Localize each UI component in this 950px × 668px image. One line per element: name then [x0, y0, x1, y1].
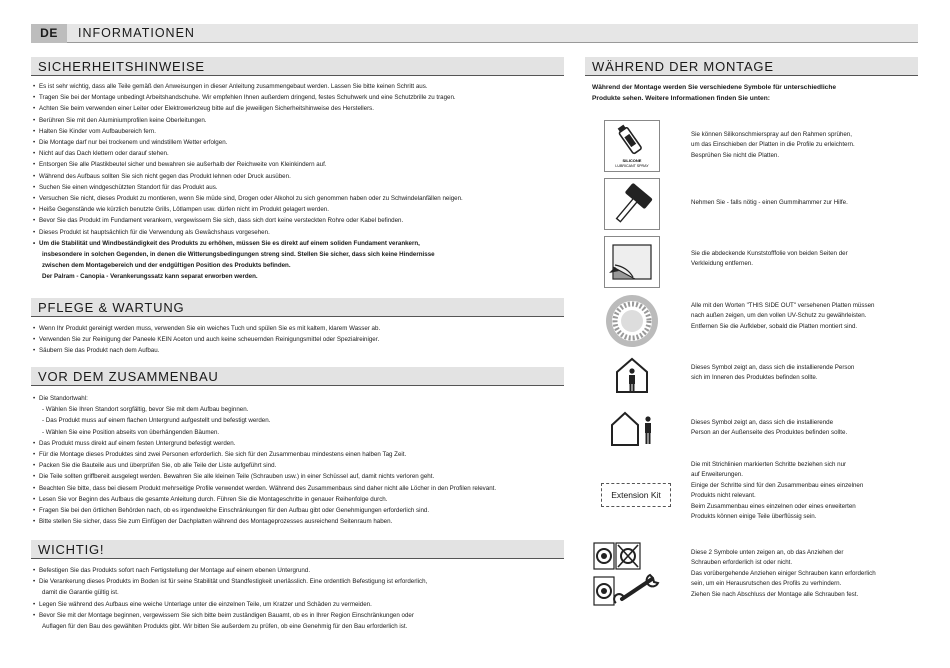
list-item: • Packen Sie die Bauteile aus und überprüfen Sie, ob alle Teile der Liste aufgeführt sind. — [33, 460, 496, 471]
symbol-description — [691, 198, 926, 208]
extension-kit-label: Extension Kit — [601, 483, 671, 507]
symbol-row — [592, 540, 922, 610]
anchoring-warning-line: zwischen dem Montagebereich und der endgültigen Position des Produkts befinden. — [42, 262, 291, 270]
list-item: • Berühren Sie mit den Aluminiumprofilen keine Oberleitungen. — [33, 115, 463, 126]
section-title-during-assembly: WÄHREND DER MONTAGE — [585, 57, 918, 76]
text-line: sein, um ein Herausrutschen des Profils zu verhindern. — [691, 580, 842, 588]
list-item-continuation: Auflagen für den Bau des gewählten Produkts gibt. Wir bitten Sie außerdem zu prüfen, ob eine Genehmig für den Bau erforderlich ist. — [42, 623, 408, 631]
svg-text:SILICONE: SILICONE — [622, 158, 642, 163]
list-item: • Wenn Ihr Produkt gereinigt werden muss, verwenden Sie ein weiches Tuch und spülen Sie es mit kaltem, klarem Wasser ab. — [33, 323, 380, 334]
list-item: • Nicht auf das Dach klettern oder darauf stehen. — [33, 148, 463, 159]
symbol-row — [592, 293, 922, 348]
list-item: • Bitte stellen Sie sicher, dass Sie zum Einfügen der Dachplatten während des Montageprozesses ausreichend Seitenraum haben. — [33, 516, 496, 527]
list-item: • Die Standortwahl: — [33, 393, 496, 404]
symbol-description — [691, 548, 926, 600]
section-title-safety: SICHERHEITSHINWEISE — [31, 57, 564, 76]
sub-item: - Wählen Sie Ihren Standort sorgfältig, bevor Sie mit dem Aufbau beginnen. — [42, 406, 249, 414]
screw-tighten-icon — [592, 540, 688, 610]
text-line: Alle mit den Worten "THIS SIDE OUT" versehenen Platten müssen — [691, 302, 875, 309]
list-item: • Das Produkt muss direkt auf einem festen Untergrund befestigt werden. — [33, 438, 496, 449]
text-line: Besprühen Sie nicht die Platten. — [691, 151, 780, 159]
section-title-before-assembly: VOR DEM ZUSAMMENBAU — [31, 367, 564, 386]
care-list — [33, 323, 380, 357]
symbol-description — [691, 249, 926, 270]
list-item: • Dieses Produkt ist hauptsächlich für die Verwendung als Gewächshaus vorgesehen. — [33, 227, 463, 238]
intro-line: Während der Montage werden Sie verschiedene Symbole für unterschiedliche — [592, 84, 837, 91]
list-item: • Lesen Sie vor Beginn des Aufbaus die gesamte Anleitung durch. Führen Sie die Montageschritte in genauer Reihenfolge durch. — [33, 494, 496, 505]
list-item: • Entsorgen Sie alle Plastikbeutel sicher und bewahren sie außerhalb der Reichweite von Kleinkindern auf. — [33, 159, 463, 170]
text-line: Produkts nicht relevant. — [691, 492, 756, 500]
page-title: INFORMATIONEN — [78, 26, 195, 40]
text-line: Sie die abdeckende Kunststofffolie von beiden Seiten der — [691, 250, 848, 257]
list-item: • Die Verankerung dieses Produkts im Boden ist für seine Stabilität und Standfestigkeit unerlässlich. Eine ordentlich Befestigung ist erforderlich, — [33, 576, 427, 587]
list-item: • Für die Montage dieses Produktes sind zwei Personen erforderlich. Sie sich für den Zusammenbau mindestens einen halben Tag Zeit. — [33, 449, 496, 460]
list-item: • Säubern Sie das Produkt nach dem Aufbau. — [33, 345, 380, 356]
silicone-spray-icon — [604, 120, 660, 172]
text-line: sich im Inneren des Produktes befinden sollte. — [691, 374, 818, 382]
symbol-description — [691, 460, 926, 522]
list-item: • Halten Sie Kinder vom Aufbaubereich fern. — [33, 126, 463, 137]
peel-film-icon — [604, 236, 660, 288]
list-item: • Bevor Sie das Produkt im Fundament verankern, vergewissern Sie sich, dass sich dort keine versteckten Rohre oder Kabel befinden. — [33, 215, 463, 226]
list-item-continuation: damit die Garantie gültig ist. — [42, 589, 119, 597]
important-list — [33, 565, 427, 632]
symbol-description — [691, 301, 926, 332]
uv-sun-icon — [604, 293, 660, 349]
before-assembly-list — [33, 393, 496, 527]
language-badge: DE — [31, 24, 67, 43]
list-item: • Legen Sie während des Aufbaus eine weiche Unterlage unter die einzelnen Teile, um Kratzer und Schäden zu vermeiden. — [33, 599, 427, 610]
text-line: Dieses Symbol zeigt an, dass sich die installierende Person — [691, 364, 855, 371]
list-item: • Heiße Gegenstände wie kürzlich benutzte Grills, Lötlampen usw. dürfen nicht im Produkt gelagert werden. — [33, 204, 463, 215]
text-line: um das Einschieben der Platten in die Profile zu erleichtern. — [691, 141, 855, 149]
svg-text:LUBRICANT SPRAY: LUBRICANT SPRAY — [615, 164, 649, 168]
text-line: Sie können Silikonschmierspray auf den Rahmen sprühen, — [691, 131, 852, 138]
sub-item: - Wählen Sie eine Position abseits von überhängenden Bäumen. — [42, 428, 220, 436]
symbol-row — [592, 460, 922, 530]
list-item: • Verwenden Sie zur Reinigung der Paneele KEIN Aceton und auch keine scheuernden Reinigungsmittel oder Spezialreiniger. — [33, 334, 380, 345]
list-item: • Es ist sehr wichtig, dass alle Teile gemäß den Anweisungen in dieser Anleitung zusammengebaut werden. Lassen Sie bitte keinen Schritt aus. — [33, 81, 463, 92]
person-outside-icon — [610, 408, 656, 448]
text-line: Verkleidung entfernen. — [691, 260, 753, 268]
symbol-row — [592, 355, 922, 395]
text-line: Die mit Strichlinien markierten Schritte beziehen sich nur — [691, 461, 847, 468]
symbol-row — [592, 236, 922, 291]
text-line: Diese 2 Symbole unten zeigen an, ob das Anziehen der — [691, 549, 844, 556]
text-line: Produkts können einige Teile überflüssig sein. — [691, 513, 817, 521]
list-item: • Die Teile sollten griffbereit ausgelegt werden. Bewahren Sie alle kleinen Teile (Schrauben usw.) in einer Schüssel auf, damit nichts verloren geht. — [33, 471, 496, 482]
symbol-row — [592, 120, 922, 175]
list-item: • Beachten Sie bitte, dass bei diesem Produkt mehrseitige Profile verwendet werden. Während des Zusammenbaus sind daher nicht alle Löcher in den Profilen relevant. — [33, 483, 496, 494]
text-line: Schrauben erforderlich ist oder nicht. — [691, 559, 793, 567]
symbol-row — [592, 178, 922, 233]
list-item: • Die Montage darf nur bei trockenem und windstillem Wetter erfolgen. — [33, 137, 463, 148]
list-item: • Fragen Sie bei den örtlichen Behörden nach, ob es irgendwelche Einschränkungen für den Aufbau gibt oder Genehmigungen erforderlich sind. — [33, 505, 496, 516]
text-line: Dieses Symbol zeigt an, dass sich die installierende — [691, 419, 834, 426]
text-line: Ziehen Sie nach Abschluss der Montage alle Schrauben fest. — [691, 590, 859, 598]
text-line: Einige der Schritte sind für den Zusammenbau eines einzelnen — [691, 481, 864, 489]
text-line: Beim Zusammenbau eines einzelnen oder eines erweiterten — [691, 502, 856, 510]
symbol-description — [691, 363, 926, 384]
symbol-description — [691, 418, 926, 439]
list-item: • Während des Aufbaus sollten Sie sich nicht gegen das Produkt lehnen oder Druck ausüben. — [33, 171, 463, 182]
section-title-care: PFLEGE & WARTUNG — [31, 298, 564, 317]
symbol-description — [691, 130, 926, 161]
list-item: • Suchen Sie einen windgeschützten Standort für das Produkt aus. — [33, 182, 463, 193]
list-item: • Bevor Sie mit der Montage beginnen, vergewissern Sie sich bitte beim zuständigen Bauamt, ob es in Ihrer Region Einschränkungen oder — [33, 610, 427, 621]
section-title-important: WICHTIG! — [31, 540, 564, 559]
list-item: • Tragen Sie bei der Montage unbedingt Arbeitshandschuhe. Wir empfehlen Ihnen außerdem dringend, festes Schuhwerk und eine Schutzbrille zu tragen. — [33, 92, 463, 103]
anchoring-warning-line: Der Palram - Canopia - Verankerungssatz kann separat erworben werden. — [42, 273, 258, 281]
during-intro — [592, 82, 922, 104]
safety-list — [33, 81, 463, 283]
rubber-mallet-icon — [604, 178, 660, 230]
text-line: nach außen zeigen, um den vollen UV-Schutz zu gewährleisten. — [691, 312, 867, 320]
intro-line: Produkte sehen. Weitere Informationen finden Sie unten: — [592, 95, 770, 102]
list-item: • Befestigen Sie das Produkts sofort nach Fertigstellung der Montage auf einem ebenen Untergrund. — [33, 565, 427, 576]
anchoring-warning: • Um die Stabilität und Windbeständigkeit des Produkts zu erhöhen, müssen Sie es direkt auf einem soliden Fundament verankern, — [33, 238, 463, 249]
symbol-row — [592, 408, 922, 448]
text-line: Entfernen Sie die Aufkleber, sobald die Platten montiert sind. — [691, 322, 858, 330]
text-line: Person an der Außenseite des Produktes befinden sollte. — [691, 429, 848, 437]
text-line: auf Erweiterungen. — [691, 471, 743, 479]
list-item: • Versuchen Sie nicht, dieses Produkt zu montieren, wenn Sie müde sind, Drogen oder Alkohol zu sich genommen haben oder zu Schwindelanfällen neigen. — [33, 193, 463, 204]
person-inside-icon — [612, 355, 652, 395]
sub-item: - Das Produkt muss auf einem flachen Untergrund aufgestellt und befestigt werden. — [42, 417, 271, 425]
text-line: Nehmen Sie - falls nötig - einen Gummihammer zur Hilfe. — [691, 199, 848, 206]
header-bar — [31, 24, 918, 43]
text-line: Das vorübergehende Anziehen einiger Schrauben kann erforderlich — [691, 569, 876, 577]
anchoring-warning-line: insbesondere in solchen Gegenden, in denen die Witterungsbedingungen streng sind. Stellen Sie sicher, dass sich keine Hindernisse — [42, 251, 435, 259]
extension-kit-icon — [598, 460, 674, 530]
list-item: • Achten Sie beim verwenden einer Leiter oder Elektrowerkzeug bitte auf die jeweiligen Sicherheitshinweise des Herstellers. — [33, 103, 463, 114]
